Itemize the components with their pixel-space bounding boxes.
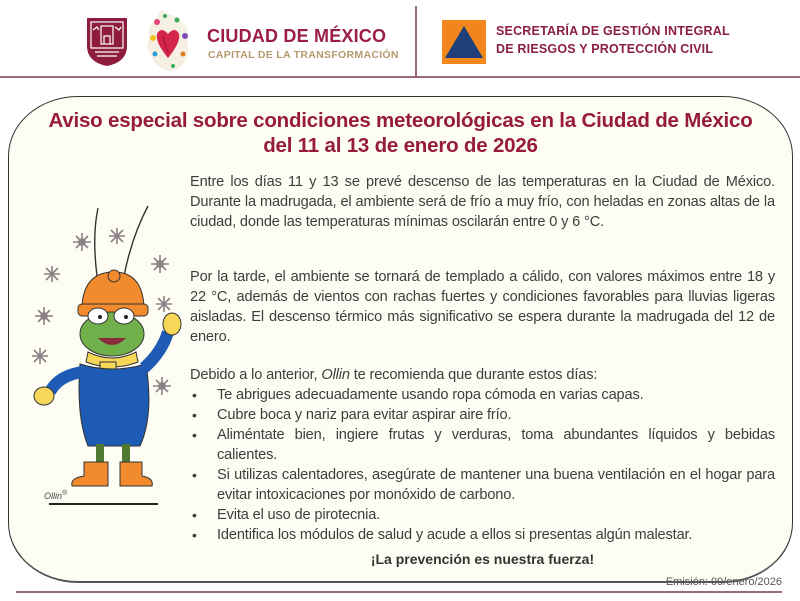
- mascot-underline: [49, 503, 158, 505]
- paragraph-cold-forecast: Entre los días 11 y 13 se prevé descenso de las temperaturas en la Ciudad de México. Durante la madrugada, el ambiente será de frío a muy frío, con heladas en zonas altas de la ciudad, donde las temperaturas mínimas oscilarán entre 0 y 6 °C.: [190, 174, 775, 230]
- ollin-mascot-illustration: [22, 196, 192, 496]
- header-divider: [415, 6, 417, 76]
- cdmx-title: CIUDAD DE MÉXICO: [207, 26, 387, 46]
- recommendations-list: [190, 385, 775, 545]
- list-item: • Te abrigues adecuadamente usando ropa cómoda en varias capas.: [190, 385, 775, 405]
- slogan: ¡La prevención es nuestra fuerza!: [370, 551, 595, 567]
- civil-protection-triangle-icon: [442, 20, 486, 64]
- list-item: • Evita el uso de pirotecnia.: [190, 505, 775, 525]
- cdmx-subtitle: CAPITAL DE LA TRANSFORMACIÓN: [208, 49, 399, 61]
- notice-title-line2: del 11 al 13 de enero de 2026: [263, 134, 538, 157]
- header-divider-line: [0, 76, 800, 78]
- list-item: • Si utilizas calentadores, asegúrate de mantener una buena ventilación en el hogar para evitar intoxicaciones por monóxido de carbono.: [190, 465, 775, 505]
- recommendations-section: [190, 365, 775, 545]
- emission-date: Emisión: 09/enero/2026: [665, 576, 782, 588]
- paragraph-afternoon-forecast: Por la tarde, el ambiente se tornará de templado a cálido, con valores máximos entre 18 y 22 °C, además de vientos con rachas fuertes y condiciones favorables para lluvias ligeras aisladas. El descenso térmico más significativo se espera durante la madrugada del 12 de enero.: [190, 269, 775, 345]
- agency-name-line1: SECRETARÍA DE GESTIÓN INTEGRAL: [496, 24, 730, 38]
- footer-divider-line: [16, 591, 782, 593]
- list-item: • Aliméntate bien, ingiere frutas y verduras, toma abundantes líquidos y bebidas calientes.: [190, 425, 775, 465]
- header: [0, 0, 800, 78]
- cdmx-shield-icon: [85, 16, 129, 68]
- mascot-name: Ollin: [321, 367, 350, 383]
- mascot-name-label: Ollin®: [44, 490, 68, 501]
- notice-title-line1: Aviso especial sobre condiciones meteorológicas en la Ciudad de México: [48, 109, 753, 132]
- agency-name-line2: DE RIESGOS Y PROTECCIÓN CIVIL: [496, 42, 714, 56]
- cdmx-heart-logo-icon: [143, 8, 193, 74]
- notice-title: [8, 108, 793, 158]
- list-item: • Cubre boca y nariz para evitar aspirar aire frío.: [190, 405, 775, 425]
- list-item: • Identifica los módulos de salud y acude a ellos si presentas algún malestar.: [190, 525, 775, 545]
- recommendations-intro: Debido a lo anterior, Ollin te recomienda que durante estos días:: [190, 367, 598, 383]
